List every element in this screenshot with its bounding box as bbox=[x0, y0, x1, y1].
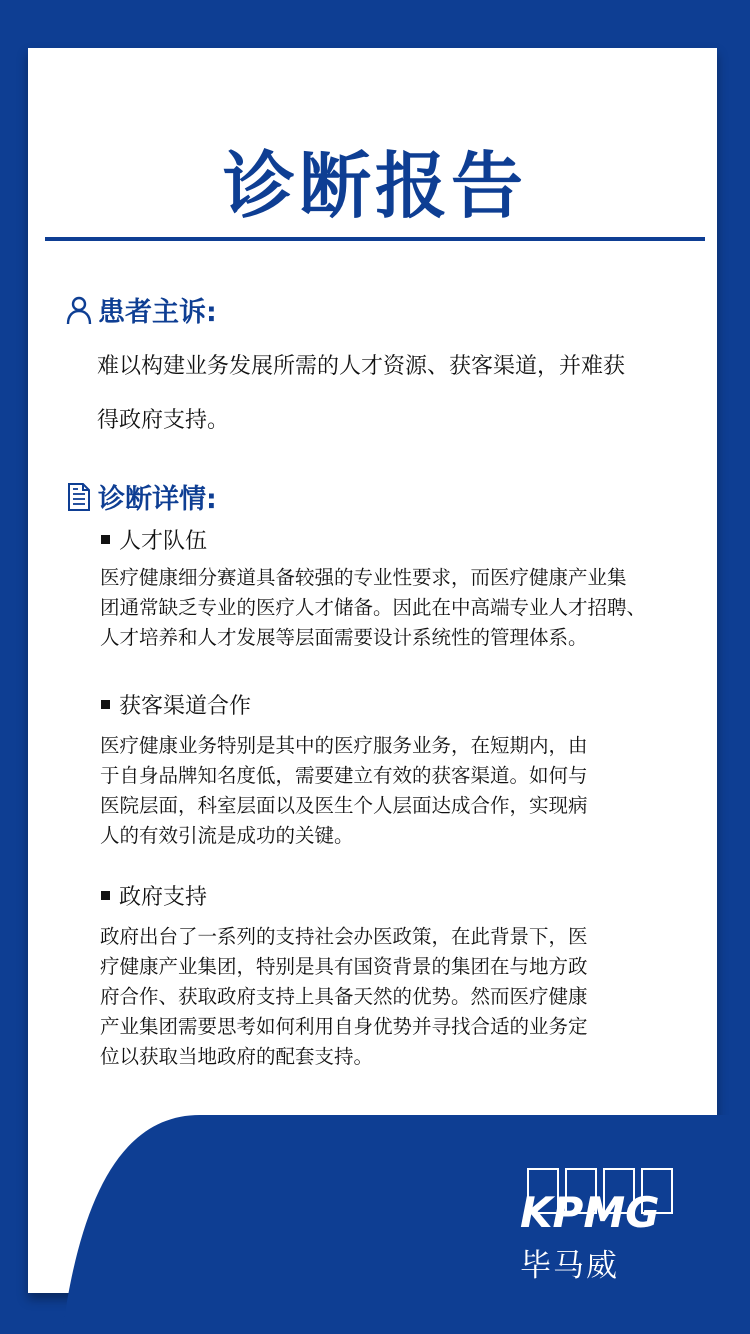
detail-item-title bbox=[101, 524, 207, 555]
detail-line: 产业集团需要思考如何利用自身优势并寻找合适的业务定 bbox=[100, 1015, 588, 1038]
bullet-square-icon bbox=[101, 891, 110, 900]
detail-item-title-label: 人才队伍 bbox=[119, 529, 208, 554]
document-icon bbox=[66, 482, 92, 512]
kpmg-logo-text: KPMG bbox=[520, 1188, 660, 1237]
details-heading-label: 诊断详情: bbox=[98, 484, 217, 515]
details-heading bbox=[66, 477, 217, 516]
detail-line: 位以获取当地政府的配套支持。 bbox=[100, 1045, 374, 1068]
complaint-heading bbox=[66, 290, 217, 329]
detail-line: 府合作、获取政府支持上具备天然的优势。然而医疗健康 bbox=[100, 985, 588, 1008]
complaint-line: 难以构建业务发展所需的人才资源、获客渠道，并难获 bbox=[97, 354, 626, 379]
kpmg-logo bbox=[520, 1167, 680, 1237]
detail-line: 医疗健康细分赛道具备较强的专业性要求，而医疗健康产业集 bbox=[100, 566, 627, 589]
complaint-text bbox=[97, 340, 697, 448]
brand-name-cn: 毕马威 bbox=[520, 1248, 619, 1284]
detail-line: 人的有效引流是成功的关键。 bbox=[100, 824, 354, 847]
title-divider bbox=[45, 237, 705, 241]
detail-item-title bbox=[101, 880, 207, 911]
detail-item-title bbox=[101, 689, 251, 720]
page-title: 诊断报告 bbox=[222, 144, 527, 228]
detail-line: 团通常缺乏专业的医疗人才储备。因此在中高端专业人才招聘、 bbox=[100, 596, 647, 619]
detail-item-body bbox=[100, 922, 700, 1072]
detail-item-body bbox=[100, 731, 700, 851]
detail-line: 政府出台了一系列的支持社会办医政策，在此背景下，医 bbox=[100, 925, 588, 948]
person-icon bbox=[66, 295, 92, 325]
detail-line: 医疗健康业务特别是其中的医疗服务业务，在短期内，由 bbox=[100, 734, 588, 757]
detail-item-body bbox=[100, 563, 700, 653]
complaint-heading-label: 患者主诉: bbox=[98, 297, 217, 328]
bullet-square-icon bbox=[101, 535, 110, 544]
detail-line: 于自身品牌知名度低，需要建立有效的获客渠道。如何与 bbox=[100, 764, 588, 787]
detail-line: 疗健康产业集团，特别是具有国资背景的集团在与地方政 bbox=[100, 955, 588, 978]
complaint-line: 得政府支持。 bbox=[97, 408, 230, 433]
bullet-square-icon bbox=[101, 700, 110, 709]
detail-line: 人才培养和人才发展等层面需要设计系统性的管理体系。 bbox=[100, 626, 588, 649]
detail-item-title-label: 政府支持 bbox=[119, 885, 208, 910]
detail-line: 医院层面，科室层面以及医生个人层面达成合作，实现病 bbox=[100, 794, 588, 817]
detail-item-title-label: 获客渠道合作 bbox=[119, 694, 252, 719]
